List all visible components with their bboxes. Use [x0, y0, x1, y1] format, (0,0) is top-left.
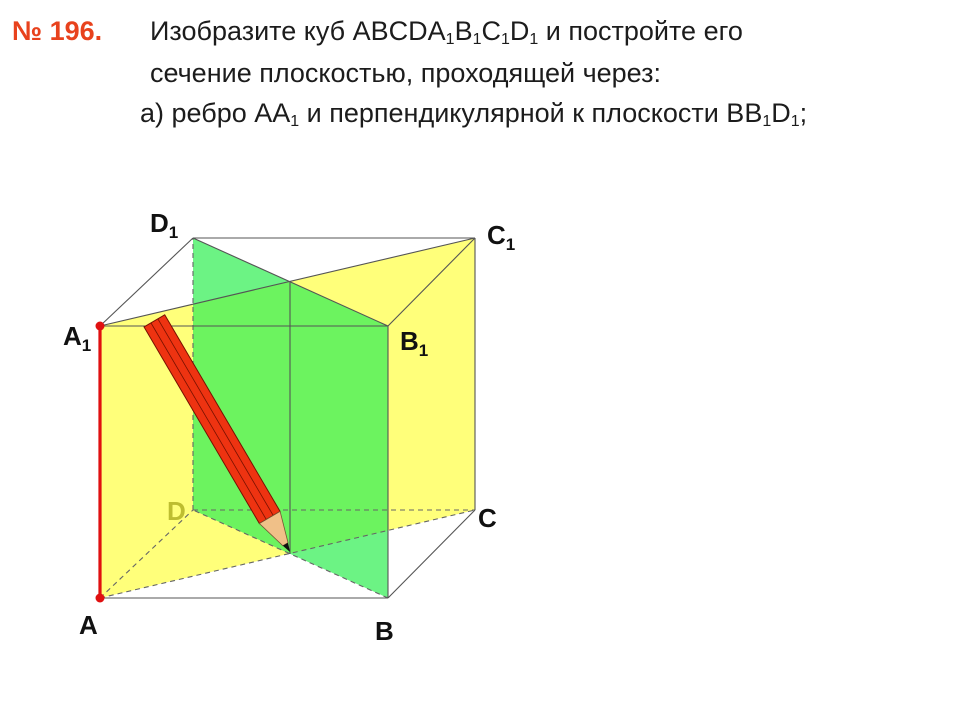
point-a1-dot [96, 322, 105, 331]
vertex-label-c: C [478, 503, 497, 533]
vertex-label-a1: $A_1$ [63, 321, 92, 355]
vertex-label-b1: $B_1$ [400, 326, 429, 360]
point-a-dot [96, 594, 105, 603]
vertex-label-c1: $C_1$ [487, 220, 516, 254]
vertex-label-d1: $D_1$ [150, 208, 179, 242]
vertex-label-a: A [79, 610, 98, 640]
task-line-3: а) ребро $АА_1$ и перпендикулярной к плоскости $ВВ_1D_1$; [140, 98, 808, 130]
problem-number: № 196. [12, 16, 103, 46]
vertex-label-d: D [167, 496, 186, 526]
vertex-label-b: B [375, 616, 394, 646]
task-line-2: сечение плоскостью, проходящей через: [150, 58, 661, 88]
task-line-1: Изобразите куб $ABCDA_1B_1C_1D_1$ и постройте его [150, 16, 743, 48]
